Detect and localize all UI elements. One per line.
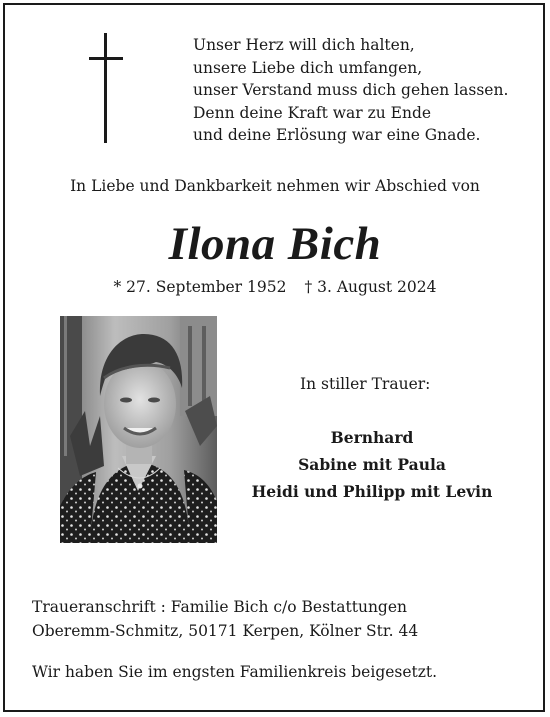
mourning-label: In stiller Trauer:	[300, 375, 431, 393]
family-list	[222, 424, 522, 505]
address-line: Traueranschrift : Familie Bich c/o Bestattungen	[32, 598, 408, 616]
birth-date: * 27. September 1952	[113, 278, 287, 296]
intro-text: In Liebe und Dankbarkeit nehmen wir Abschied von	[70, 177, 480, 195]
deceased-name: Ilona Bich	[168, 218, 382, 270]
death-date: † 3. August 2024	[304, 278, 437, 296]
burial-note: Wir haben Sie im engsten Familienkreis beigesetzt.	[32, 663, 438, 681]
mourning-address	[32, 595, 418, 643]
family-member: Heidi und Philipp mit Levin	[251, 482, 493, 501]
cross-icon	[86, 33, 126, 143]
family-member: Bernhard	[330, 428, 414, 447]
poem-line: und deine Erlösung war eine Gnade.	[193, 126, 481, 144]
address-line: Oberemm-Schmitz, 50171 Kerpen, Kölner Str. 44	[32, 622, 419, 640]
family-member: Sabine mit Paula	[298, 455, 446, 474]
poem-line: Denn deine Kraft war zu Ende	[193, 103, 432, 122]
poem-line: unser Verstand muss dich gehen lassen.	[193, 81, 509, 99]
poem-line: Unser Herz will dich halten,	[193, 36, 415, 54]
portrait-photo	[60, 316, 217, 543]
poem-line: unsere Liebe dich umfangen,	[193, 58, 423, 77]
poem	[193, 34, 533, 147]
life-dates	[0, 278, 550, 296]
